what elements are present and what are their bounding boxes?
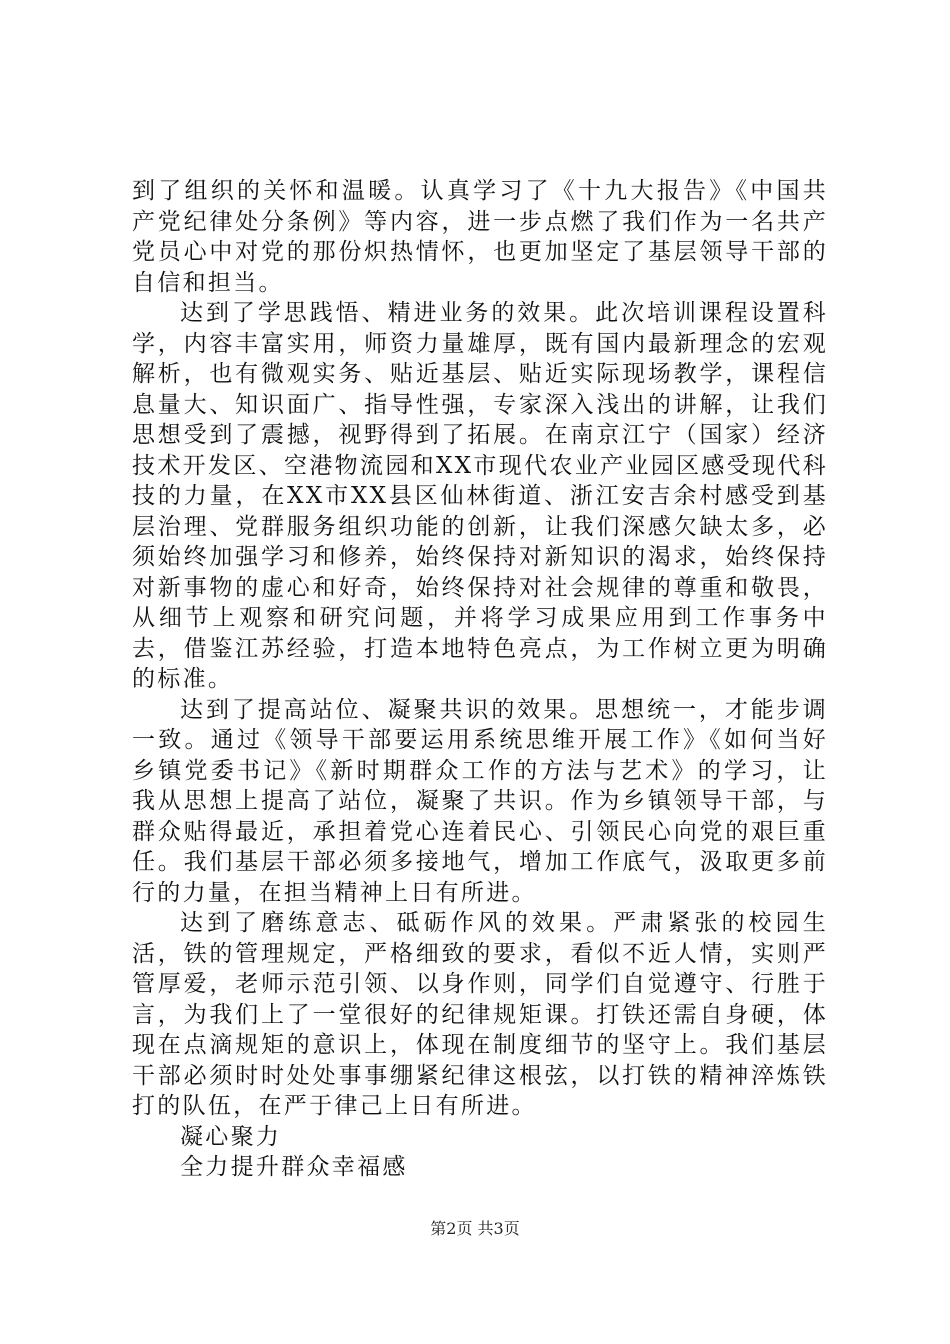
paragraph-discipline-effect: 达到了磨练意志、砥砺作风的效果。严肃紧张的校园生活，铁的管理规定，严格细致的要求，看似不近人情，实则严管厚爱，老师示范引领、以身作则，同学们自觉遵守、行胜于言，为我们上了一堂很好的纪律规矩课。打铁还需自身硬，体现在点滴规矩的意识上，体现在制度细节的坚守上。我们基层干部必须时时处处事事绷紧纪律这根弦，以打铁的精神淬炼铁打的队伍，在严于律己上日有所进。 xyxy=(132,910,828,1119)
paragraph-study-effect: 达到了学思践悟、精进业务的效果。此次培训课程设置科学，内容丰富实用，师资力量雄厚，既有国内最新理念的宏观解析，也有微观实务、贴近基层、贴近实际现场教学，课程信息量大、知识面广、指导性强，专家深入浅出的讲解，让我们思想受到了震撼，视野得到了拓展。在南京江宁（国家）经济技术开发区、空港物流园和XX市现代农业产业园区感受现代科技的力量，在XX市XX县区仙林街道、浙江安吉余村感受到基层治理、党群服务组织功能的创新，让我们深感欠缺太多，必须始终加强学习和修养，始终保持对新知识的渴求，始终保持对新事物的虚心和好奇，始终保持对社会规律的尊重和敬畏，从细节上观察和研究问题，并将学习成果应用到工作事务中去，借鉴江苏经验，打造本地特色亮点，为工作树立更为明确的标准。 xyxy=(132,300,828,692)
page-footer xyxy=(0,1216,950,1239)
page-number-label: 第2页 共3页 xyxy=(430,1219,520,1238)
section-heading-secondary: 全力提升群众幸福感 xyxy=(180,1154,408,1180)
paragraph-consensus-effect: 达到了提高站位、凝聚共识的效果。思想统一，才能步调一致。通过《领导干部要运用系统思维开展工作》《如何当好乡镇党委书记》《新时期群众工作的方法与艺术》的学习，让我从思想上提高了站位，凝聚了共识。作为乡镇领导干部，与群众贴得最近，承担着党心连着民心、引领民心向党的艰巨重任。我们基层干部必须多接地气，增加工作底气，汲取更多前行的力量，在担当精神上日有所进。 xyxy=(132,696,828,906)
section-heading-primary: 凝心聚力 xyxy=(180,1123,282,1150)
paragraph-continuation: 到了组织的关怀和温暖。认真学习了《十九大报告》《中国共产党纪律处分条例》等内容，进一步点燃了我们作为一名共产党员心中对党的那份炽热情怀，也更加坚定了基层领导干部的自信和担当。 xyxy=(132,178,828,296)
document-body xyxy=(132,176,828,1183)
